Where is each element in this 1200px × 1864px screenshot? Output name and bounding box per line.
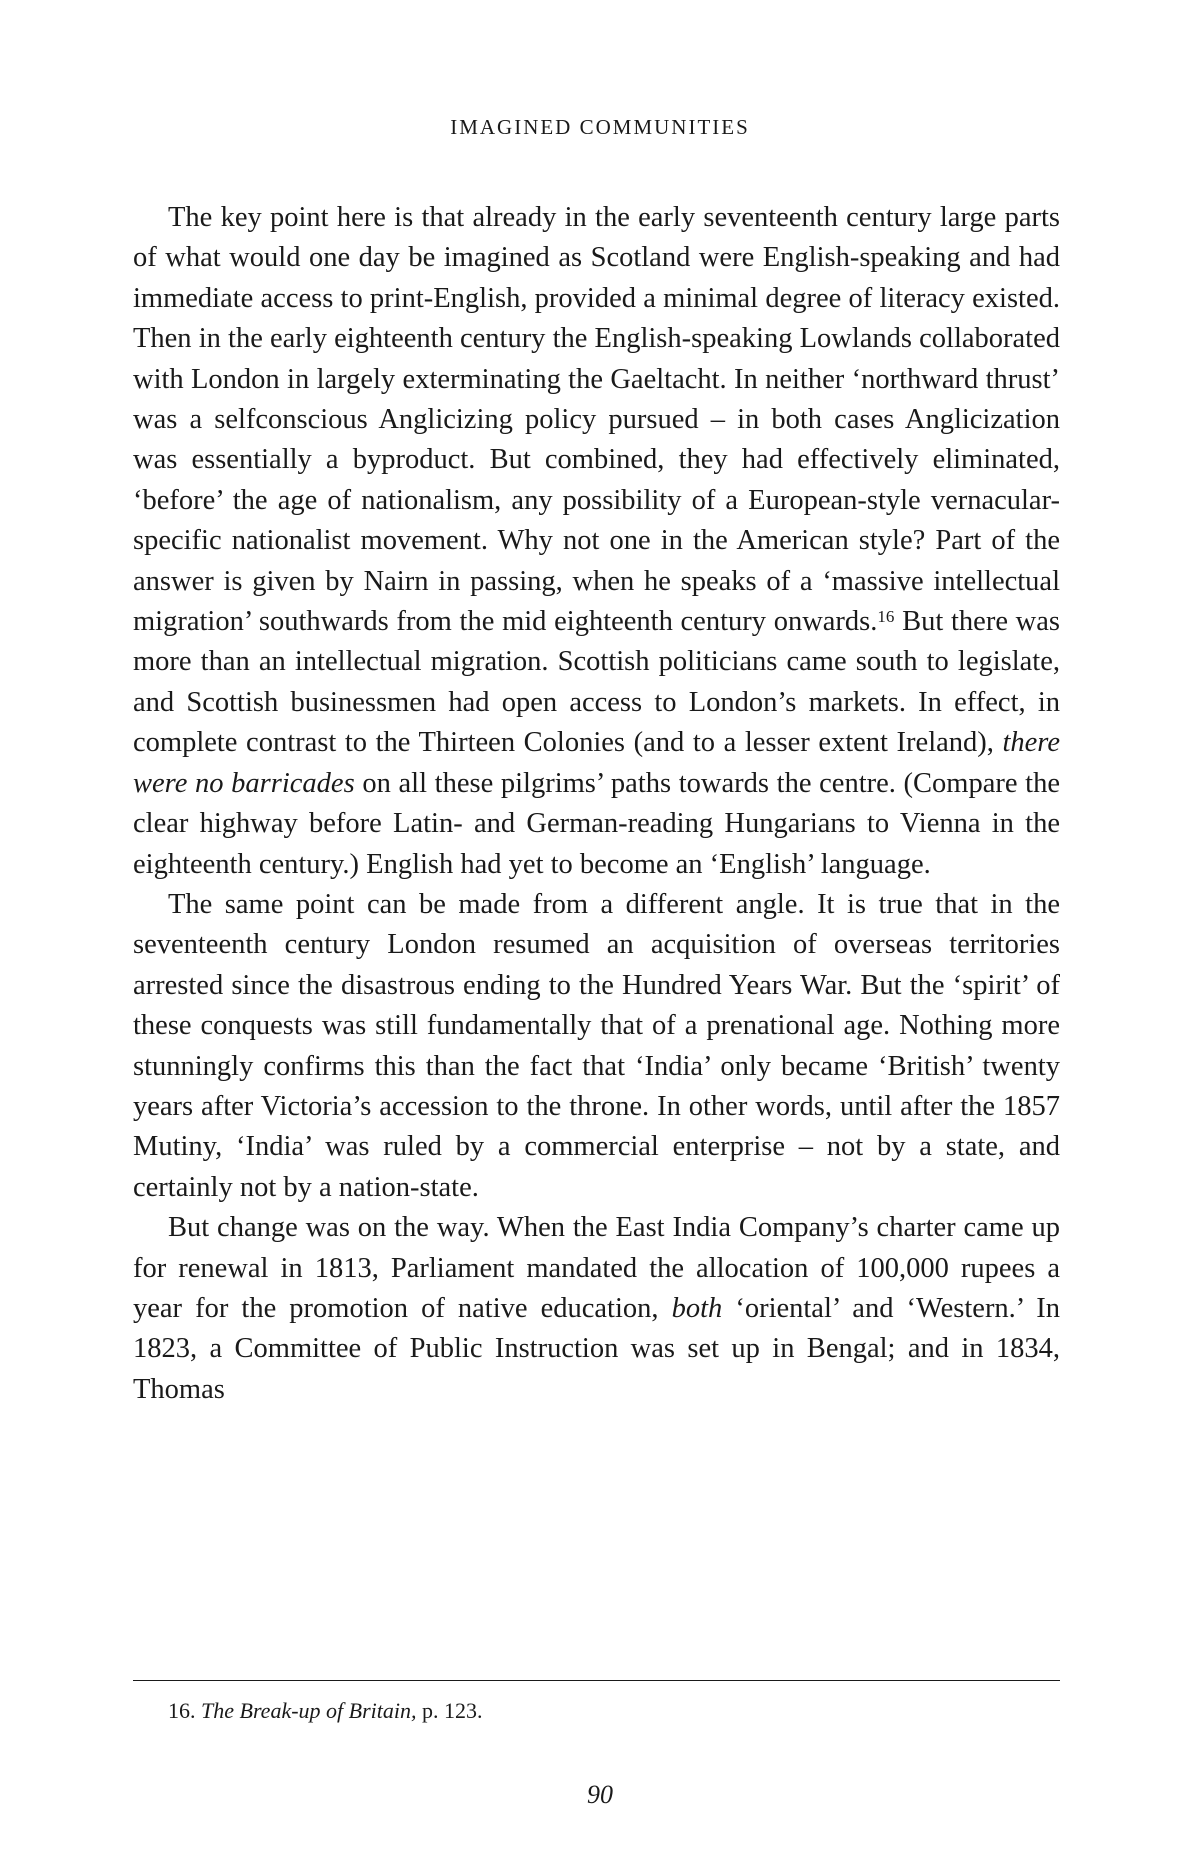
paragraph-3 <box>133 1208 1060 1410</box>
paragraph-1 <box>133 198 1060 885</box>
footnote-rest: p. 123. <box>416 1698 483 1723</box>
paragraph-1-italic: there were no barricades <box>133 727 1060 799</box>
paragraph-1-text-c: on all these pilgrims’ paths towards the centre. (Compare the clear highway before Latin- and German-reading Hungarians to Vienna in the eighteenth century.) English had yet to become an ‘English’ language. <box>133 767 1060 880</box>
paragraph-1-text-a: The key point here is that already in the early seventeenth century large parts of what would one day be imagined as Scotland were English-speaking and had immediate access to print-English, provided a minimal degree of literacy existed. Then in the early eighteenth century the English-speaking Lowlands collaborated with London in largely exterminating the Gaeltacht. In neither ‘northward thrust’ was a selfconscious Anglicizing policy pursued – in both cases Anglicization was essentially a byproduct. But combined, they had effectively eliminated, ‘before’ the age of nationalism, any possibility of a European-style vernacular-specific nationalist movement. Why not one in the American style? Part of the answer is given by Nairn in passing, when he speaks of a ‘massive intellectual migration’ southwards from the mid eighteenth century onwards. <box>133 202 1060 638</box>
paragraph-3-italic: both <box>671 1292 723 1324</box>
footnote-divider <box>133 1680 1060 1681</box>
footnote-number: 16. <box>168 1698 196 1723</box>
paragraph-2: The same point can be made from a different angle. It is true that in the seventeenth century London resumed an acquisition of overseas territories arrested since the disastrous ending to the Hundred Years War. But the ‘spirit’ of these conquests was still fundamentally that of a prenational age. Nothing more stunningly confirms this than the fact that ‘India’ only became ‘British’ twenty years after Victoria’s accession to the throne. In other words, until after the 1857 Mutiny, ‘India’ was ruled by a commercial enterprise – not by a state, and certainly not by a nation-state. <box>133 888 1060 1203</box>
running-head: IMAGINED COMMUNITIES <box>450 115 750 139</box>
page-number: 90 <box>587 1780 613 1809</box>
paragraph-3-text-a: But change was on the way. When the East India Company’s charter came up for renewal in 1813, Parliament mandated the allocation of 100,000 rupees a year for the promotion of native education, <box>133 1212 1060 1324</box>
paragraph-3-text-b: ‘oriental’ and ‘Western.’ In 1823, a Committee of Public Instruction was set up in Bengal; and in 1834, Thomas <box>133 1292 1060 1405</box>
footnote-title: The Break-up of Britain, <box>201 1698 417 1723</box>
footnote-reference[interactable]: 16 <box>877 606 895 626</box>
body-text <box>133 198 1060 1410</box>
paragraph-1-text-b: But there was more than an intellectual migration. Scottish politicians came south to legislate, and Scottish businessmen had open access to London’s markets. In effect, in complete contrast to the Thirteen Colonies (and to a lesser extent Ireland), <box>133 606 1060 759</box>
footnote <box>168 1696 483 1726</box>
